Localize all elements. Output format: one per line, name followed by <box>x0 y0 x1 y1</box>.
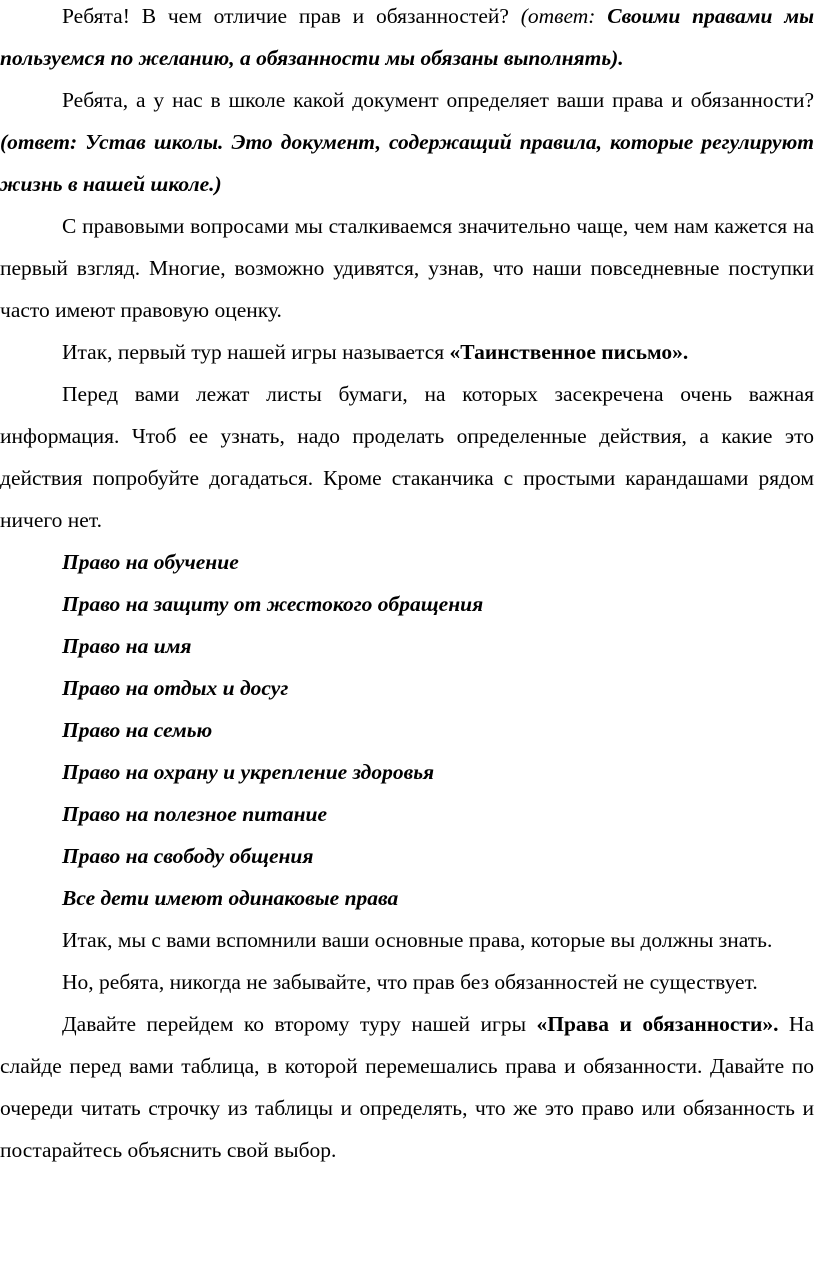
paragraph-summary: Итак, мы с вами вспомнили ваши основные права, которые вы должны знать. <box>62 928 773 952</box>
intro-text: Давайте перейдем ко второму туру нашей игры <box>62 1012 537 1036</box>
list-item: Право на полезное питание <box>62 802 328 826</box>
list-item: Право на свободу общения <box>62 844 314 868</box>
intro-text: Итак, первый тур нашей игры называется <box>62 340 450 364</box>
question-text: Ребята, а у нас в школе какой документ определяет ваши права и обязанности? <box>62 88 814 112</box>
list-item: Право на семью <box>62 718 213 742</box>
answer-text: Своими правами мы пользуемся по желанию, а обязанности мы обязаны выполнять). <box>0 4 814 70</box>
list-item: Право на имя <box>62 634 192 658</box>
answer-text: (ответ: Устав школы. Это документ, содержащий правила, которые регулируют жизнь в нашей школе.) <box>0 130 814 196</box>
rights-list <box>0 541 814 919</box>
paragraph-first-round <box>0 331 814 373</box>
question-text: Ребята! В чем отличие прав и обязанностей? <box>62 4 521 28</box>
round-title: «Таинственное письмо». <box>449 340 689 364</box>
rest-text: На слайде перед вами таблица, в которой перемешались права и обязанности. Давайте по очереди читать строчку из таблицы и определять, что же это право или обязанность и постарайтесь объяснить свой выбор. <box>0 1012 814 1162</box>
paragraph-duties-reminder: Но, ребята, никогда не забывайте, что прав без обязанностей не существует. <box>62 970 758 994</box>
list-item: Право на защиту от жестокого обращения <box>62 592 484 616</box>
answer-prefix: (ответ: <box>520 4 608 28</box>
paragraph-school-document <box>0 79 814 205</box>
paragraph-differences <box>0 0 814 79</box>
list-item: Право на обучение <box>62 550 239 574</box>
paragraph-instructions: Перед вами лежат листы бумаги, на которых засекречена очень важная информация. Чтоб ее узнать, надо проделать определенные действия, а какие это действия попробуйте догадаться. Кроме стаканчика с простыми карандашами рядом ничего нет. <box>0 382 814 532</box>
round-title: «Права и обязанности». <box>536 1012 779 1036</box>
list-item: Все дети имеют одинаковые права <box>62 886 399 910</box>
paragraph-legal-questions: С правовыми вопросами мы сталкиваемся значительно чаще, чем нам кажется на первый взгляд. Многие, возможно удивятся, узнав, что наши повседневные поступки часто имеют правовую оценку. <box>0 214 814 322</box>
list-item: Право на отдых и досуг <box>62 676 289 700</box>
list-item: Право на охрану и укрепление здоровья <box>62 760 435 784</box>
paragraph-second-round <box>0 1003 814 1171</box>
